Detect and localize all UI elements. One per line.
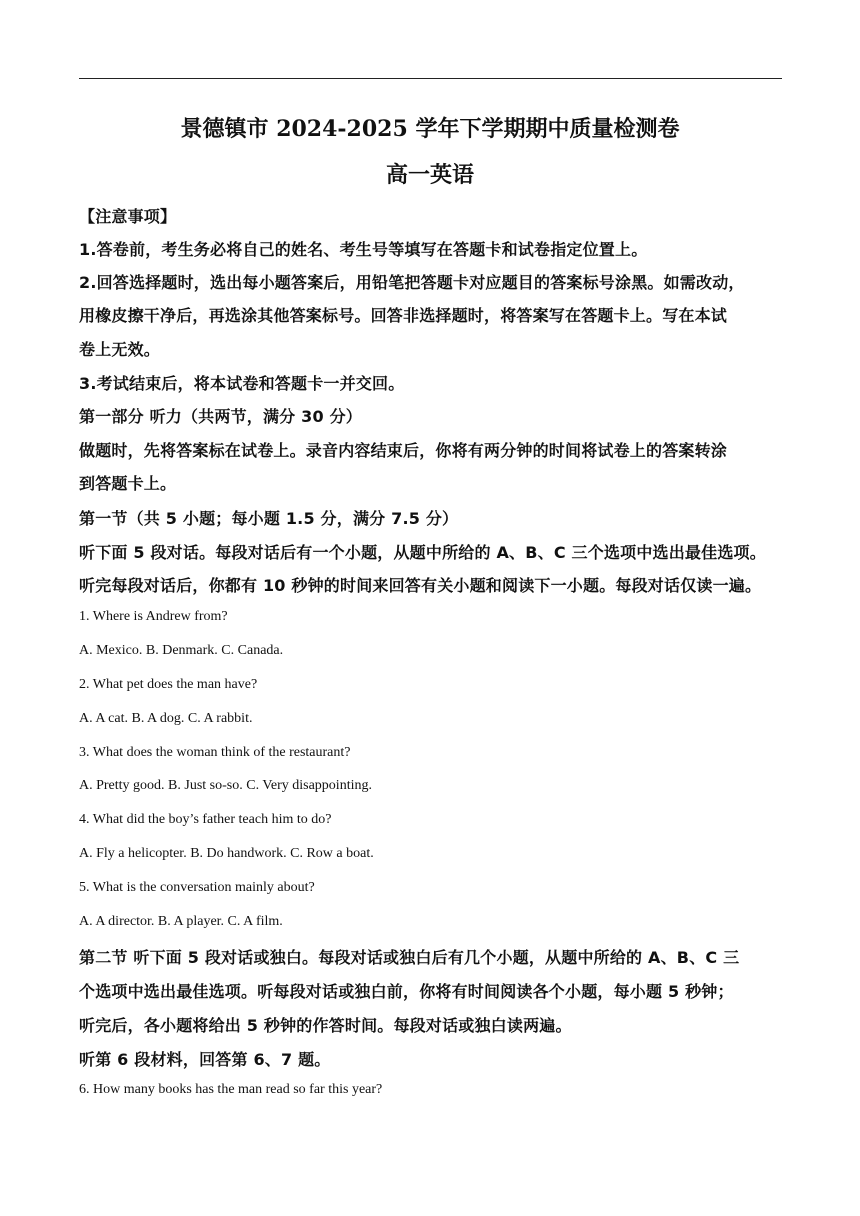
question-6: 6. How many books has the man read so far this year?	[79, 1082, 383, 1097]
material-6-heading: 听第 6 段材料，回答第 6、7 题。	[79, 1050, 331, 1069]
part-one-instruction-line-2: 到答题卡上。	[79, 474, 177, 493]
exam-title: 景德镇市 2024-2025 学年下学期期中质量检测卷	[180, 116, 680, 142]
question-3-options: A. Pretty good. B. Just so-so. C. Very disappointing.	[79, 778, 372, 793]
question-3: 3. What does the woman think of the restaurant?	[79, 745, 351, 760]
section-one-instruction-line-1: 听下面 5 段对话。每段对话后有一个小题，从题中所给的 A、B、C 三个选项中选出最佳选项。	[79, 543, 766, 562]
section-one-heading: 第一节（共 5 小题；每小题 1.5 分，满分 7.5 分）	[79, 509, 459, 528]
header-rule	[79, 78, 782, 79]
question-4-options: A. Fly a helicopter. B. Do handwork. C. Row a boat.	[79, 846, 374, 861]
question-5: 5. What is the conversation mainly about?	[79, 880, 315, 895]
part-one-heading: 第一部分 听力（共两节，满分 30 分）	[79, 407, 362, 426]
question-1: 1. Where is Andrew from?	[79, 609, 228, 624]
section-one-instruction-line-2: 听完每段对话后，你都有 10 秒钟的时间来回答有关小题和阅读下一小题。每段对话仅读一遍。	[79, 576, 762, 595]
question-1-options: A. Mexico. B. Denmark. C. Canada.	[79, 643, 284, 658]
question-2: 2. What pet does the man have?	[79, 677, 258, 692]
exam-subtitle: 高一英语	[385, 162, 474, 188]
section-two-line-3: 听完后，各小题将给出 5 秒钟的作答时间。每段对话或独白读两遍。	[79, 1016, 572, 1035]
notice-item-1: 1.答卷前，考生务必将自己的姓名、考生号等填写在答题卡和试卷指定位置上。	[79, 240, 648, 259]
notice-item-2-line-2: 用橡皮擦干净后，再选涂其他答案标号。回答非选择题时，将答案写在答题卡上。写在本试	[79, 306, 728, 325]
question-4: 4. What did the boy’s father teach him to do?	[79, 812, 332, 827]
notice-item-3: 3.考试结束后，将本试卷和答题卡一并交回。	[79, 374, 405, 393]
notice-item-2-line-1: 2.回答选择题时，选出每小题答案后，用铅笔把答题卡对应题目的答案标号涂黑。如需改动，	[79, 273, 745, 292]
part-one-instruction-line-1: 做题时，先将答案标在试卷上。录音内容结束后，你将有两分钟的时间将试卷上的答案转涂	[79, 441, 728, 460]
question-5-options: A. A director. B. A player. C. A film.	[79, 914, 283, 929]
section-two-line-1: 第二节 听下面 5 段对话或独白。每段对话或独白后有几个小题，从题中所给的 A、B、C 三	[79, 948, 740, 967]
notice-item-2-line-3: 卷上无效。	[79, 340, 161, 359]
section-two-line-2: 个选项中选出最佳选项。听每段对话或独白前，你将有时间阅读各个小题，每小题 5 秒钟；	[79, 982, 734, 1001]
notice-heading: 【注意事项】	[79, 207, 177, 226]
question-2-options: A. A cat. B. A dog. C. A rabbit.	[79, 711, 253, 726]
